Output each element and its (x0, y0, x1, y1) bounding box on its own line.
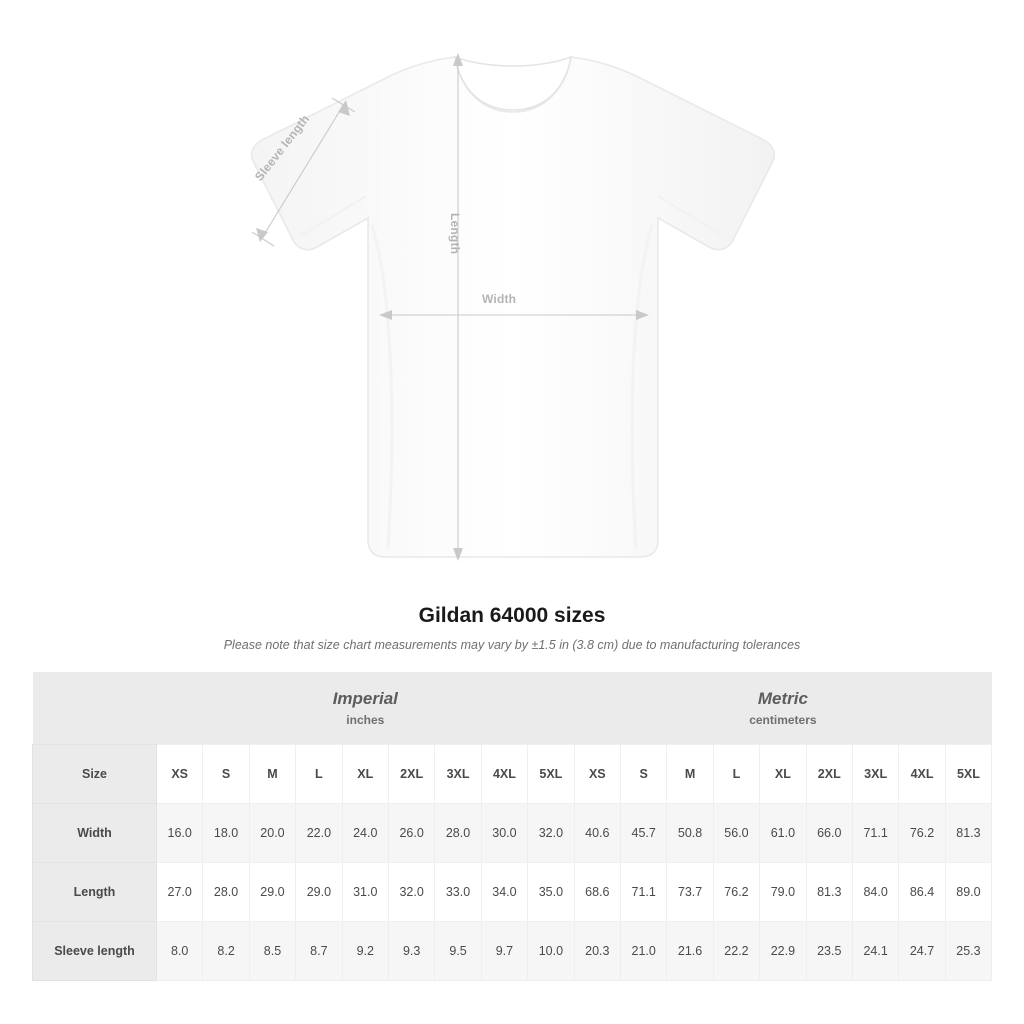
table-row (33, 804, 992, 863)
cell-sleeve-metric-5xl: 25.3 (945, 922, 991, 981)
cell-sleeve-metric-xl: 22.9 (760, 922, 806, 981)
cell-width-metric-s: 45.7 (621, 804, 667, 863)
cell-sleeve-imperial-xs: 8.0 (157, 922, 203, 981)
cell-sleeve-imperial-2xl: 9.3 (388, 922, 434, 981)
cell-width-imperial-xl: 24.0 (342, 804, 388, 863)
column-header-imperial-xl: XL (342, 745, 388, 804)
column-header-size: Size (33, 745, 157, 804)
column-header-metric-2xl: 2XL (806, 745, 852, 804)
tolerance-note: Please note that size chart measurements may vary by ±1.5 in (3.8 cm) due to manufacturing tolerances (223, 638, 801, 652)
cell-sleeve-imperial-5xl: 10.0 (528, 922, 574, 981)
column-header-metric-5xl: 5XL (945, 745, 991, 804)
column-header-metric-l: L (713, 745, 759, 804)
cell-width-metric-3xl: 71.1 (852, 804, 898, 863)
page-title: Gildan 64000 sizes (418, 604, 606, 627)
cell-length-imperial-4xl: 34.0 (481, 863, 527, 922)
cell-width-metric-2xl: 66.0 (806, 804, 852, 863)
column-header-metric-xl: XL (760, 745, 806, 804)
cell-sleeve-imperial-l: 8.7 (296, 922, 342, 981)
cell-width-imperial-s: 18.0 (203, 804, 249, 863)
cell-sleeve-imperial-4xl: 9.7 (481, 922, 527, 981)
column-header-metric-s: S (621, 745, 667, 804)
cell-length-imperial-m: 29.0 (249, 863, 295, 922)
cell-length-metric-l: 76.2 (713, 863, 759, 922)
cell-length-metric-5xl: 89.0 (945, 863, 991, 922)
cell-width-metric-xl: 61.0 (760, 804, 806, 863)
cell-sleeve-metric-2xl: 23.5 (806, 922, 852, 981)
column-header-imperial-2xl: 2XL (388, 745, 434, 804)
cell-length-metric-xs: 68.6 (574, 863, 620, 922)
cell-length-metric-4xl: 86.4 (899, 863, 945, 922)
cell-sleeve-metric-3xl: 24.1 (852, 922, 898, 981)
group-unit-metric: centimeters (749, 713, 817, 727)
column-header-imperial-s: S (203, 745, 249, 804)
cell-width-imperial-2xl: 26.0 (388, 804, 434, 863)
column-header-imperial-5xl: 5XL (528, 745, 574, 804)
cell-length-imperial-xs: 27.0 (157, 863, 203, 922)
group-unit-imperial: inches (346, 713, 385, 727)
width-label: Width (482, 292, 517, 306)
unit-group-row (33, 672, 992, 745)
cell-length-imperial-xl: 31.0 (342, 863, 388, 922)
cell-length-metric-s: 71.1 (621, 863, 667, 922)
cell-width-imperial-4xl: 30.0 (481, 804, 527, 863)
column-header-metric-4xl: 4XL (899, 745, 945, 804)
length-label: Length (448, 213, 462, 255)
column-header-metric-3xl: 3XL (852, 745, 898, 804)
cell-length-imperial-2xl: 32.0 (388, 863, 434, 922)
cell-sleeve-imperial-3xl: 9.5 (435, 922, 481, 981)
cell-sleeve-imperial-s: 8.2 (203, 922, 249, 981)
group-header-metric (574, 672, 992, 745)
table-row (33, 863, 992, 922)
cell-sleeve-metric-m: 21.6 (667, 922, 713, 981)
size-chart-table (32, 672, 992, 981)
cell-sleeve-imperial-m: 8.5 (249, 922, 295, 981)
column-header-imperial-xs: XS (157, 745, 203, 804)
column-header-imperial-l: L (296, 745, 342, 804)
cell-length-metric-3xl: 84.0 (852, 863, 898, 922)
cell-width-imperial-m: 20.0 (249, 804, 295, 863)
cell-width-imperial-5xl: 32.0 (528, 804, 574, 863)
row-label-width: Width (33, 804, 157, 863)
column-header-imperial-4xl: 4XL (481, 745, 527, 804)
cell-length-metric-m: 73.7 (667, 863, 713, 922)
size-chart-table-wrapper (32, 672, 992, 981)
cell-width-metric-l: 56.0 (713, 804, 759, 863)
cell-length-imperial-s: 28.0 (203, 863, 249, 922)
cell-length-metric-2xl: 81.3 (806, 863, 852, 922)
cell-width-imperial-3xl: 28.0 (435, 804, 481, 863)
cell-sleeve-metric-l: 22.2 (713, 922, 759, 981)
cell-length-imperial-3xl: 33.0 (435, 863, 481, 922)
column-header-imperial-3xl: 3XL (435, 745, 481, 804)
column-header-imperial-m: M (249, 745, 295, 804)
cell-sleeve-metric-4xl: 24.7 (899, 922, 945, 981)
cell-width-imperial-l: 22.0 (296, 804, 342, 863)
row-label-sleeve-length: Sleeve length (33, 922, 157, 981)
cell-sleeve-metric-s: 21.0 (621, 922, 667, 981)
row-label-length: Length (33, 863, 157, 922)
sleeve-length-label: Sleeve length (252, 111, 313, 184)
group-name-imperial: Imperial (332, 689, 398, 708)
cell-width-metric-xs: 40.6 (574, 804, 620, 863)
group-header-imperial (157, 672, 575, 745)
cell-width-metric-4xl: 76.2 (899, 804, 945, 863)
cell-sleeve-metric-xs: 20.3 (574, 922, 620, 981)
group-name-metric: Metric (757, 689, 808, 708)
column-header-metric-xs: XS (574, 745, 620, 804)
cell-width-imperial-xs: 16.0 (157, 804, 203, 863)
cell-length-imperial-5xl: 35.0 (528, 863, 574, 922)
cell-sleeve-imperial-xl: 9.2 (342, 922, 388, 981)
group-corner-cell (33, 672, 157, 745)
cell-width-metric-m: 50.8 (667, 804, 713, 863)
title-block (0, 604, 1024, 652)
size-header-row (33, 745, 992, 804)
cell-length-imperial-l: 29.0 (296, 863, 342, 922)
column-header-metric-m: M (667, 745, 713, 804)
table-row (33, 922, 992, 981)
cell-length-metric-xl: 79.0 (760, 863, 806, 922)
cell-width-metric-5xl: 81.3 (945, 804, 991, 863)
